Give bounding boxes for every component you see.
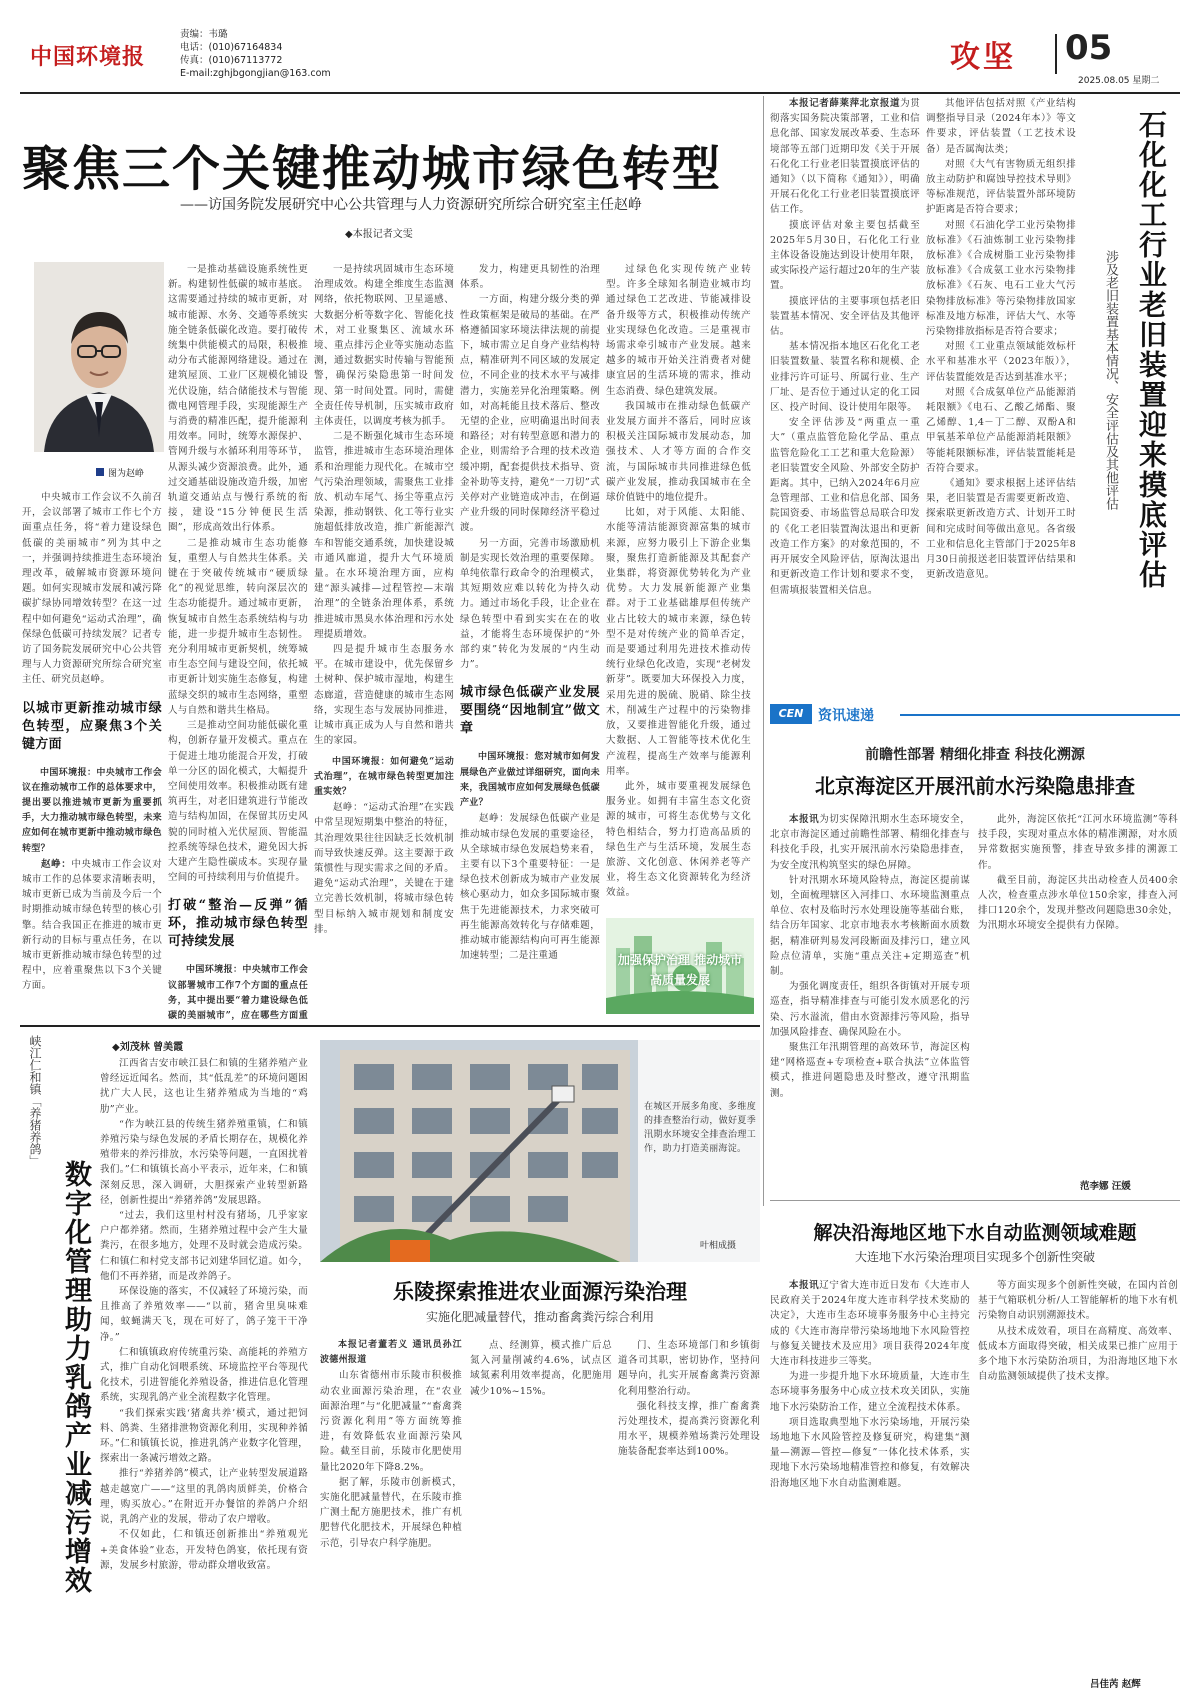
- petrochem-col-2: [926, 96, 1076, 686]
- subhead-2: 打破“整治—反弹”循环，推动城市绿色转型可持续发展: [168, 898, 308, 950]
- main-col-1: [22, 490, 162, 1020]
- right-vertical-title: 石化化工行业老旧装置迎来摸底评估: [1135, 110, 1168, 590]
- haidian-byline: 本报讯: [789, 814, 820, 825]
- haidian-col-1: [770, 812, 970, 1192]
- main-col3a-text: 二是推动城市生态功能修复，重塑人与自然共生体系。关键在于突破传统城市“硬质绿化”的视觉思维，转向深层次的生态功能提升。通过城市更新，恢复城市自然生态系统结构与功能，进一步提升城市生态韧性。充分利用城市更新契机，统筹城市生态空间与建设空间，依托城市更新计划实施生态修复，构建蓝绿交织的城市生态网络，重塑人与自然和谐共生格局。: [168, 537, 308, 716]
- petrochem-p1: [770, 96, 920, 218]
- petrochem-p1-text: 为贯彻落实国务院决策部署，工业和信息化部、国家发展改革委、生态环境部等五部门近期印发《关于开展石化化工行业老旧装置摸底评估的通知》（以下简称《通知》），明确开展石化化工行业老旧装置摸底评估工作。: [770, 98, 920, 216]
- pigeon-p4: 环保设施的落实，不仅减轻了环境污染，而且推高了养殖效率——“以前，猪舍里臭味难闻，蚊蝇满天飞，现在可好了，鸽子笼干干净净。”: [100, 1286, 308, 1343]
- main-col4b-text: 二是不断强化城市生态环境监管，推进城市生态环境治理体系和治理能力现代化。在城市空气污染治理领域，需聚焦工业排放、机动车尾气、扬尘等重点污染源，推动钢铁、化工等行业实施超低排放改造，推广新能源汽车和智能交通系统，加快建设城市通风廊道，提升大气环境质量。在水环境治理方面，应构建“源头减排—过程管控—末端治理”的全链条治理体系，系统推进城市黑臭水体治理和污水处理提质增效。: [314, 431, 454, 640]
- petrochem-p5: 安全评估涉及“两重点一重大”（重点监管危险化学品、重点监管危险化工工艺和重大危险源）老旧装置安全风险、外部安全防护距离。其中，已纳入2024年6月应急管理部、工业和信息化部、国务院国资委、市场监管总局联合印发的《化工老旧装置淘汰退出和更新改造工作方案》的对象范围的，不再开展安全风险评估，原淘汰退出和更新改造工作计划和要求不变，但需填报装置相关信息。: [770, 417, 920, 596]
- leling-byline: 本报记者董若义 通讯员孙江波德州报道: [320, 1340, 462, 1366]
- leling-p5: 强化科技支撑，推广畜禽粪污处理技术，提高粪污资源化利用水平，规模养殖场粪污处理设施装备配套率达到100%。: [618, 1400, 760, 1458]
- answer-1: [22, 857, 162, 994]
- masthead: [20, 26, 1180, 90]
- dalian-p1: [770, 1278, 970, 1369]
- main-col6b-text: 我国城市在推动绿色低碳产业发展方面并不落后，同时应该积极关注国际城市发展动态，加强技术、人才等方面的合作交流，与国际城市共同推进绿色低碳产业发展，推动我国城市在全球价值链中的地位提升。: [606, 400, 751, 504]
- news-brand-line: [900, 714, 1180, 716]
- main-col3b-text: 三是推动空间功能低碳化重构，创新存量开发模式。重点在于促进土地功能混合开发，打破单一分区的固化模式，大幅提升空间使用效率。积极推动既有建筑再生，对老旧建筑进行节能改造与结构加固，在保留其历史风貌的同时植入光伏屋顶、智能温控系统等绿色技术，避免因大拆大建产生隐性碳成本。实现存量空间的可持续利用与价值提升。: [168, 720, 308, 884]
- haidian-p2: 针对汛期水环境风险特点，海淀区提前谋划，全面梳理辖区入河排口、水环境监测重点单位、农村及临时污水处理设施等基础台账，结合历年国家、北京市地表水考核断面水质数据，精准研判易发河段断面及排污口，建立风险点位清单，实施“重点关注+定期巡查”机制。: [770, 874, 970, 978]
- dalian-p4: 等方面实现多个创新性突破，在国内首创基于气箱联机分析/人工智能解析的地下水有机污染物自动识别溯源技术。: [978, 1280, 1178, 1322]
- building-photo-credit: 叶相成摄: [700, 1241, 737, 1251]
- pigeon-vertical-title: 数字化管理助力乳鸽产业减污增效: [60, 1160, 91, 1595]
- main-col5-text: 发力，构建更具韧性的治理体系。: [460, 264, 600, 291]
- subhead-3: 城市绿色低碳产业发展要围绕“因地制宜”做文章: [460, 685, 600, 737]
- question-3: 中国环境报：如何避免“运动式治理”，在城市绿色转型更加注重实效？: [314, 756, 454, 797]
- leling-col-1: [320, 1338, 462, 1684]
- editor-phone: 电话：(010)67164834: [180, 42, 283, 53]
- answer-4: 赵峥：发展绿色低碳产业是推动城市绿色发展的重要途径，从全球城市绿色发展趋势来看，主要有以下3个重要特征：一是绿色技术创新成为城市产业发展核心驱动力，如众多国际城市聚焦于先进能源技术，力求突破可再生能源高效转化与存储难题，推动城市能源结构向可再生能源加速转型；二是注重通: [460, 813, 600, 962]
- news-brand-label: 资讯速递: [818, 708, 874, 724]
- main-byline: ◆本报记者文雯: [345, 229, 413, 240]
- issue-date: 2025.08.05 星期二: [1078, 76, 1160, 86]
- main-intro: 中央城市工作会议不久前召开，会议部署了城市工作七个方面重点任务，将“着力建设绿色低碳的美丽城市”列为其中之一，并强调持续推进生态环境治理改革，破解城市资源环境问题。如何实现城市发展和减污降碳扩绿协同增效转型？在这一过程中如何避免“运动式治理”，确保绿色低碳可持续发展？记者专访了国务院发展研究中心公共管理与人力资源研究所综合研究室主任、研究员赵峥。: [22, 492, 162, 686]
- question-2: 中国环境报：中央城市工作会议部署城市工作7个方面的重点任务，其中提出要“着力建设绿色低碳的美丽城市”，应在哪些方面重: [168, 965, 308, 1020]
- main-col6-text: 过绿色化实现传统产业转型。许多全球知名制造业城市均通过绿色工艺改进、节能减排设备升级等方式，积极推动传统产业实现绿色化改造。三是重视市场需求牵引城市产业发展。越来越多的城市开始关注消费者对健康宜居的生活环境的需求，推动生态消费、绿色建筑发展。: [606, 264, 751, 397]
- haidian-p1-text: 为切实保障汛期水生态环境安全，北京市海淀区通过前瞻性部署、精细化排查与科技化手段，扎实开展汛前水污染隐患排查，为安全度汛构筑坚实的绿色屏障。: [770, 814, 970, 871]
- petrochem-p7: 对照《大气有害物质无组织排放主动防护和腐蚀导控技术导则》等标准规范，评估装置外部环境防护距离是否符合要求；: [926, 158, 1076, 216]
- news-brand-bar: [770, 702, 1180, 726]
- pigeon-p6: “我们探索实践‘猪禽共养’模式，通过把饲料、鸽粪、生猪排泄物资源化利用，实现种养循环。”仁和镇镇长说，推进乳鸽产业数字化管理，探索出一条减污增效之路。: [100, 1407, 308, 1465]
- leling-p2: 据了解，乐陵市创新模式，实施化肥减量替代，在乐陵市推广测土配方施肥技术，推广有机肥替代化肥技术，开展绿色种植示范，引导农户科学施肥。: [320, 1476, 462, 1549]
- main-subheadline: ——访国务院发展研究中心公共管理与人力资源研究所综合研究室主任赵峥: [180, 197, 642, 213]
- masthead-rule: [20, 92, 1180, 94]
- caption-marker-icon: [96, 468, 104, 476]
- petrochem-p4: 基本情况指本地区石化化工老旧装置数量、装置名称和规模、企业排污许可证号、所属行业、生产厂址、是否位于通过认定的化工园区、投产时间、设计使用年限等。: [770, 341, 920, 414]
- section-divider: [1055, 34, 1057, 74]
- bottom-section-rule: [20, 1025, 760, 1027]
- petrochem-p3: 摸底评估的主要事项包括老旧装置基本情况、安全评估及其他评估。: [770, 295, 920, 338]
- page-number: 05: [1065, 28, 1113, 68]
- dalian-p5: 从技术成效看，项目在高精度、高效率、低成本方面取得突破，相关成果已推广应用于多个地下水污染防治项目，为沿海地区地下水自动监测领域提供了技术支撑。: [978, 1325, 1178, 1383]
- right-section-rule: [770, 1200, 1180, 1201]
- dalian-p2: 为进一步提升地下水环境质量，大连市生态环境事务服务中心成立技术攻关团队，实施地下水污染防治工作，建立全流程技术体系。: [770, 1371, 970, 1413]
- main-col4-text: 一是持续巩固城市生态环境治理成效。构建全维度生态监测网络，依托物联网、卫星遥感、大数据分析等数字化、智能化技术，对工业聚集区、流域水环境、重点排污企业等实施动态监测，通过数据实时传输与智能预警，确保污染隐患第一时间发现、第一时间处置。同时，需健全责任传导机制，压实城市政府主体责任，以调度考核为抓手。: [314, 264, 454, 428]
- main-col6c-text: 比如，对于风能、太阳能、水能等清洁能源资源富集的城市来源，应努力吸引上下游企业集聚，聚焦打造新能源及其配套产业集群，将资源优势转化为产业优势。大力发展新能源产业集群。对于工业基础雄厚但传统产业占比较大的城市来源，绿色转型不是对传统产业的简单否定，而是要通过利用先进技术推动传统行业绿色化改造，实现“老树发新芽”。既要加大环保投入力度，采用先进的脱硫、脱硝、除尘技术，削减生产过程中的污染物排放，又要推进智能化升级，通过大数据、人工智能等技术优化生产流程，提高生产效率与能源利用率。: [606, 507, 751, 777]
- main-col2-text: 一是推动基础设施系统性更新。构建韧性低碳的城市基底。这需要通过持续的城市更新，对城市能源、水务、交通等系统实施全链条低碳化改造。要打破传统集中供能模式的局限，积极推动分布式能源网络建设。通过在建筑屋顶、工业厂区规模化铺设光伏设施，结合储能技术与智能微电网管理手段，实现能源生产与消费的精准匹配，提升能源利用效率。同时，统筹水源保护、管网升级与水循环利用等环节，从源头减少资源浪费。此外，通过交通基础设施改造升级，加密轨道交通站点与慢行系统的衔接，建设“15分钟便民生活圈”，形成高效出行体系。: [168, 264, 308, 534]
- petrochem-byline: 本报记者薛莱萍北京报道: [789, 98, 901, 109]
- main-col-3: [314, 262, 454, 1020]
- answer-1-speaker: 赵峥：: [41, 858, 72, 870]
- editor-info: [180, 28, 331, 80]
- haidian-kicker: 前瞻性部署 精细化排查 科技化溯源: [865, 747, 1085, 763]
- petrochem-p10: 对照《合成氨单位产品能源消耗限额》《电石、乙酸乙烯酯、聚乙烯醇、1,4－丁二醇、双酚A和甲氧基苯单位产品能源消耗限额》等能耗限额标准，评估装置能耗是否符合要求。: [926, 386, 1076, 474]
- haidian-col-2: [978, 812, 1178, 1172]
- leling-col-2: [470, 1338, 612, 1684]
- question-1: 中国环境报：中央城市工作会议在推动城市工作的总体要求中，提出要以推进城市更新为重要抓手，大力推动城市绿色转型，未来应如何在城市更新中推动城市绿色转型？: [22, 767, 162, 854]
- dalian-col-1: [770, 1278, 970, 1678]
- dalian-p3: 项目选取典型地下水污染场地，开展污染场地地下水风险管控及修复研究，构建集“测量—溯源—管控—修复”一体化技术体系，实现地下水污染场地精准管控和修复，有效解决沿海地区地下水自动监测难题。: [770, 1416, 970, 1489]
- portrait-caption: [96, 466, 144, 479]
- dalian-p1-text: 辽宁省大连市近日发布《大连市人民政府关于2024年度大连市科学技术奖励的决定》，大连市生态环境事务服务中心主持完成的《大连市海岸带污染场地地下水风险管控与修复关键技术及应用》项目获得2024年度大连市科技进步三等奖。: [770, 1280, 970, 1368]
- question-4: 中国环境报：您对城市如何发展绿色产业做过详细研究，面向未来，我国城市应如何发展绿色低碳产业？: [460, 752, 600, 809]
- newspaper-logo: 中国环境报: [30, 45, 146, 70]
- pigeon-p1: 江西省吉安市峡江县仁和镇的生猪养殖产业曾经远近闻名。然而，其“低乱差”的环境问题困扰广大人民，这也让生猪养殖成为当地的“鸡肋”产业。: [100, 1058, 308, 1115]
- editor-email: E-mail:zghjbgongjian@163.com: [180, 68, 331, 79]
- main-col-4: [460, 262, 600, 1020]
- main-col-5: [606, 262, 751, 912]
- main-headline: 聚焦三个关键推动城市绿色转型: [22, 141, 723, 197]
- pigeon-p5: 仁和镇镇政府传统重污染、高能耗的养殖方式，推广自动化饲喂系统、环境监控平台等现代化技术，引进智能化养殖设备，推进信息化管理系统，实现乳鸽产业全流程数字化管理。: [100, 1346, 308, 1404]
- leling-subtitle: 实施化肥减量替代，推动畜禽粪污综合利用: [425, 1310, 654, 1324]
- leling-title: 乐陵探索推进农业面源污染治理: [393, 1279, 687, 1304]
- subhead-1: 以城市更新推动城市绿色转型，应聚焦3个关键方面: [22, 700, 162, 752]
- dalian-subtitle: 大连地下水污染治理项目实现多个创新性突破: [854, 1250, 1095, 1264]
- portrait-caption-text: 图为赵峥: [108, 469, 145, 479]
- cen-logo-icon: CEN: [770, 704, 812, 724]
- main-col5b-text: 一方面，构建分级分类的弹性政策框架是破局的基础。在严格遵循国家环境法律法规的前提下，城市需立足自身产业结构特点，精准研判不同区域的发展定位，不同企业的技术水平与减排潜力，实施差异化治理策略。例如，对高耗能且技术落后、整改无望的企业，应明确退出时间表和路径；对有转型意愿和潜力的企业，则需给予合理的技术改造缓冲期，配套提供技术指导、资金补助等支持，避免“一刀切”式关停对产业链造成冲击，在倒逼产业升级的同时保障经济平稳过渡。: [460, 294, 600, 534]
- pigeon-p2: “作为峡江县的传统生猪养殖重镇，仁和镇养殖污染与绿色发展的矛盾长期存在，规模化养殖带来的养污排放，水污染等问题，一直困扰着我们。”仁和镇镇长高小平表示，近年来，仁和镇深刻反思，深入调研，大胆探索产业转型新路径，创新性提出“养猪养鸽”发展思路。: [100, 1118, 308, 1206]
- vertical-separator: [763, 96, 764, 1206]
- section-name: 攻坚: [950, 40, 1016, 75]
- leling-p3: 点、经测算，模式推广后总氮入河量削减约4.6%，试点区域氮素利用效率提高，化肥施用减少10%~15%。: [470, 1340, 612, 1397]
- dalian-col-2: [978, 1278, 1178, 1668]
- building-photo-caption: 在城区开展多角度、多维度的排查整治行动，做好夏季汛期水环境安全排查治理工作，助力打造美丽海淀。: [644, 1102, 756, 1154]
- petrochem-p2: 摸底评估对象主要包括截至2025年5月30日，石化化工行业主体设备设施达到设计使用年限，或实际投产运行超过20年的生产装置。: [770, 219, 920, 292]
- pigeon-kicker: 峡江仁和镇「养猪养鸽」: [28, 1035, 42, 1167]
- right-vertical-sub: 涉及老旧装置基本情况、安全评估及其他评估: [1103, 250, 1118, 510]
- pigeon-p8: 不仅如此，仁和镇还创新推出“养殖观光+美食体验”业态，开发特色鸽宴，依托现有资源，发展乡村旅游，带动群众增收致富。: [100, 1529, 308, 1571]
- haidian-p5: 此外，海淀区依托“江河水环境监测”等科技手段，实现对重点水体的精准溯源，对水质异常数据实施预警，排查导致多排的溯源工作。: [978, 814, 1178, 871]
- haidian-p4: 聚焦江年汛期管理的高效环节，海淀区构建“网格巡查+专项检查+联合执法”立体监管模式，推进问题隐患及时整改，遵守汛期监测。: [770, 1042, 970, 1099]
- leling-p1: 山东省德州市乐陵市积极推动农业面源污染治理，在“农业面源治理”与“化肥减量”“畜禽粪污资源化利用”等方面统筹推进，有效降低农业面源污染风险。截至目前，乐陵市化肥使用量比2020年下降8.2%。: [320, 1370, 462, 1473]
- leling-p4: 门、生态环境部门和乡镇街道各司其职，密切协作，坚持问题导向，扎实开展畜禽粪污资源化利用整治行动。: [618, 1340, 760, 1397]
- portrait-illustration: [34, 262, 164, 452]
- petrochem-p11: 《通知》要求根据上述评估结果，老旧装置是否需要更新改造、探索联更新改造方式、计划开工时间和完成时间等做出意见。各省级工业和信息化主管部门于2025年8月30日前报送老旧装置评估结果和更新改造意见。: [926, 478, 1076, 581]
- building-photo: [320, 1040, 760, 1262]
- green-city-illustration: [606, 918, 754, 1014]
- pigeon-byline: ◆刘茂林 曾美霞: [112, 1042, 184, 1053]
- main-col5c-text: 另一方面，完善市场激励机制是实现长效治理的重要保障。单纯依靠行政命令的治理模式，其短期效应难以转化为持久动力。通过市场化手段，让企业在绿色转型中看到实实在在的收益，才能将生态环境保护的“外部约束”转化为发展的“内生动力”。: [460, 537, 600, 671]
- main-col-2: [168, 262, 308, 1020]
- petrochem-p6: 其他评估包括对照《产业结构调整指导目录（2024年本）》等文件要求，评估装置（工艺技术设备）是否属淘汰类；: [926, 98, 1076, 155]
- haidian-p1: [770, 812, 970, 873]
- dalian-byline: 本报讯: [789, 1280, 820, 1291]
- pigeon-p7: 推行“养猪养鸽”模式，让产业转型发展道路越走越宽广——“这里的乳鸽肉质鲜美，价格合理，购买放心。”在附近开办餐馆的养鸽户介绍说，乳鸽产业的发展，带动了农户增收。: [100, 1468, 308, 1526]
- haidian-author: 范李娜 汪媛: [1080, 1181, 1131, 1192]
- main-col4c-text: 四是提升城市生态服务水平。在城市建设中，优先保留乡土树种、保护城市湿地，构建生态廊道，营造健康的城市生态网络，实现生态与发展协同推进，让城市真正成为人与自然和谐共生的家园。: [314, 644, 454, 747]
- petrochem-p9: 对照《工业重点领域能效标杆水平和基准水平（2023年版）》，评估装置能效是否达到基准水平；: [926, 341, 1076, 383]
- haidian-p6: 截至目前，海淀区共出动检查人员400余人次，检查重点涉水单位150余家，排查入河排口120余个，发现并整改问题隐患30余处，为汛期水环境安全提供有力保障。: [978, 874, 1178, 932]
- dalian-author: 吕佳芮 赵辉: [1090, 1679, 1141, 1690]
- pigeon-p3: “过去，我们这里村村没有猪场，几乎家家户户都养猪。然而，生猪养殖过程中会产生大量粪污，在很多地方，处理不及时就会造成污染。仁和镇仁和村党支部书记刘建华回忆道。如今，他们不再养猪，而是改养鸽子。: [100, 1210, 308, 1282]
- dalian-title: 解决沿海地区地下水自动监测领域难题: [813, 1222, 1137, 1244]
- haidian-p3: 为强化调度责任，组织各街镇对开展专项巡查，指导精准排查与可能引发水质恶化的污染、污水溢流，借由水资源排污等风险，指导加强风险排查、确保风险在小。: [770, 981, 970, 1038]
- petrochem-col-1: [770, 96, 920, 686]
- illustration-slogan: 加强保护治理 推动城市高质量发展: [617, 953, 743, 987]
- haidian-title: 北京海淀区开展汛前水污染隐患排查: [815, 774, 1135, 798]
- answer-1-text: 中央城市工作会议对城市工作的总体要求清晰表明，城市更新已成为当前及今后一个时期推动城市绿色转型的核心引擎。结合我国正在推进的城市更新行动的目标与重点任务，在以城市更新推动城市绿色转型的过程中，应着重聚焦以下3个关键方面。: [22, 858, 162, 992]
- petrochem-p8: 对照《石油化学工业污染物排放标准》《石油炼制工业污染物排放标准》《合成树脂工业污染物排放标准》《合成氨工业水污染物排放标准》《石灰、电石工业大气污染物排放标准》等污染物排放国家标准及地方标准，评估大气、水等污染物排放指标是否符合要求；: [926, 219, 1076, 338]
- answer-3: 赵峥：“运动式治理”在实践中常呈现短期集中整治的特征，其治理效果往往因缺乏长效机制而导致快速反弹。这主要源于政策惯性与现实需求之间的矛盾。避免“运动式治理”，关键在于建立完善长效机制，将城市绿色转型目标纳入城市规划和制度安排。: [314, 802, 454, 935]
- portrait-photo: [34, 262, 164, 452]
- pigeon-column: [100, 1056, 308, 1684]
- editor-fax: 传真：(010)67113772: [180, 55, 283, 66]
- main-col6d-text: 此外，城市要重视发展绿色服务业。如拥有丰富生态文化资源的城市，可将生态优势与文化特色相结合，努力打造高品质的绿色生产与生活环境，发展生态旅游、文化创意、休闲养老等产业，将生态文化资源转化为经济效益。: [606, 780, 751, 899]
- editor-name: 责编：韦璐: [180, 29, 228, 40]
- leling-col-3: [618, 1338, 760, 1684]
